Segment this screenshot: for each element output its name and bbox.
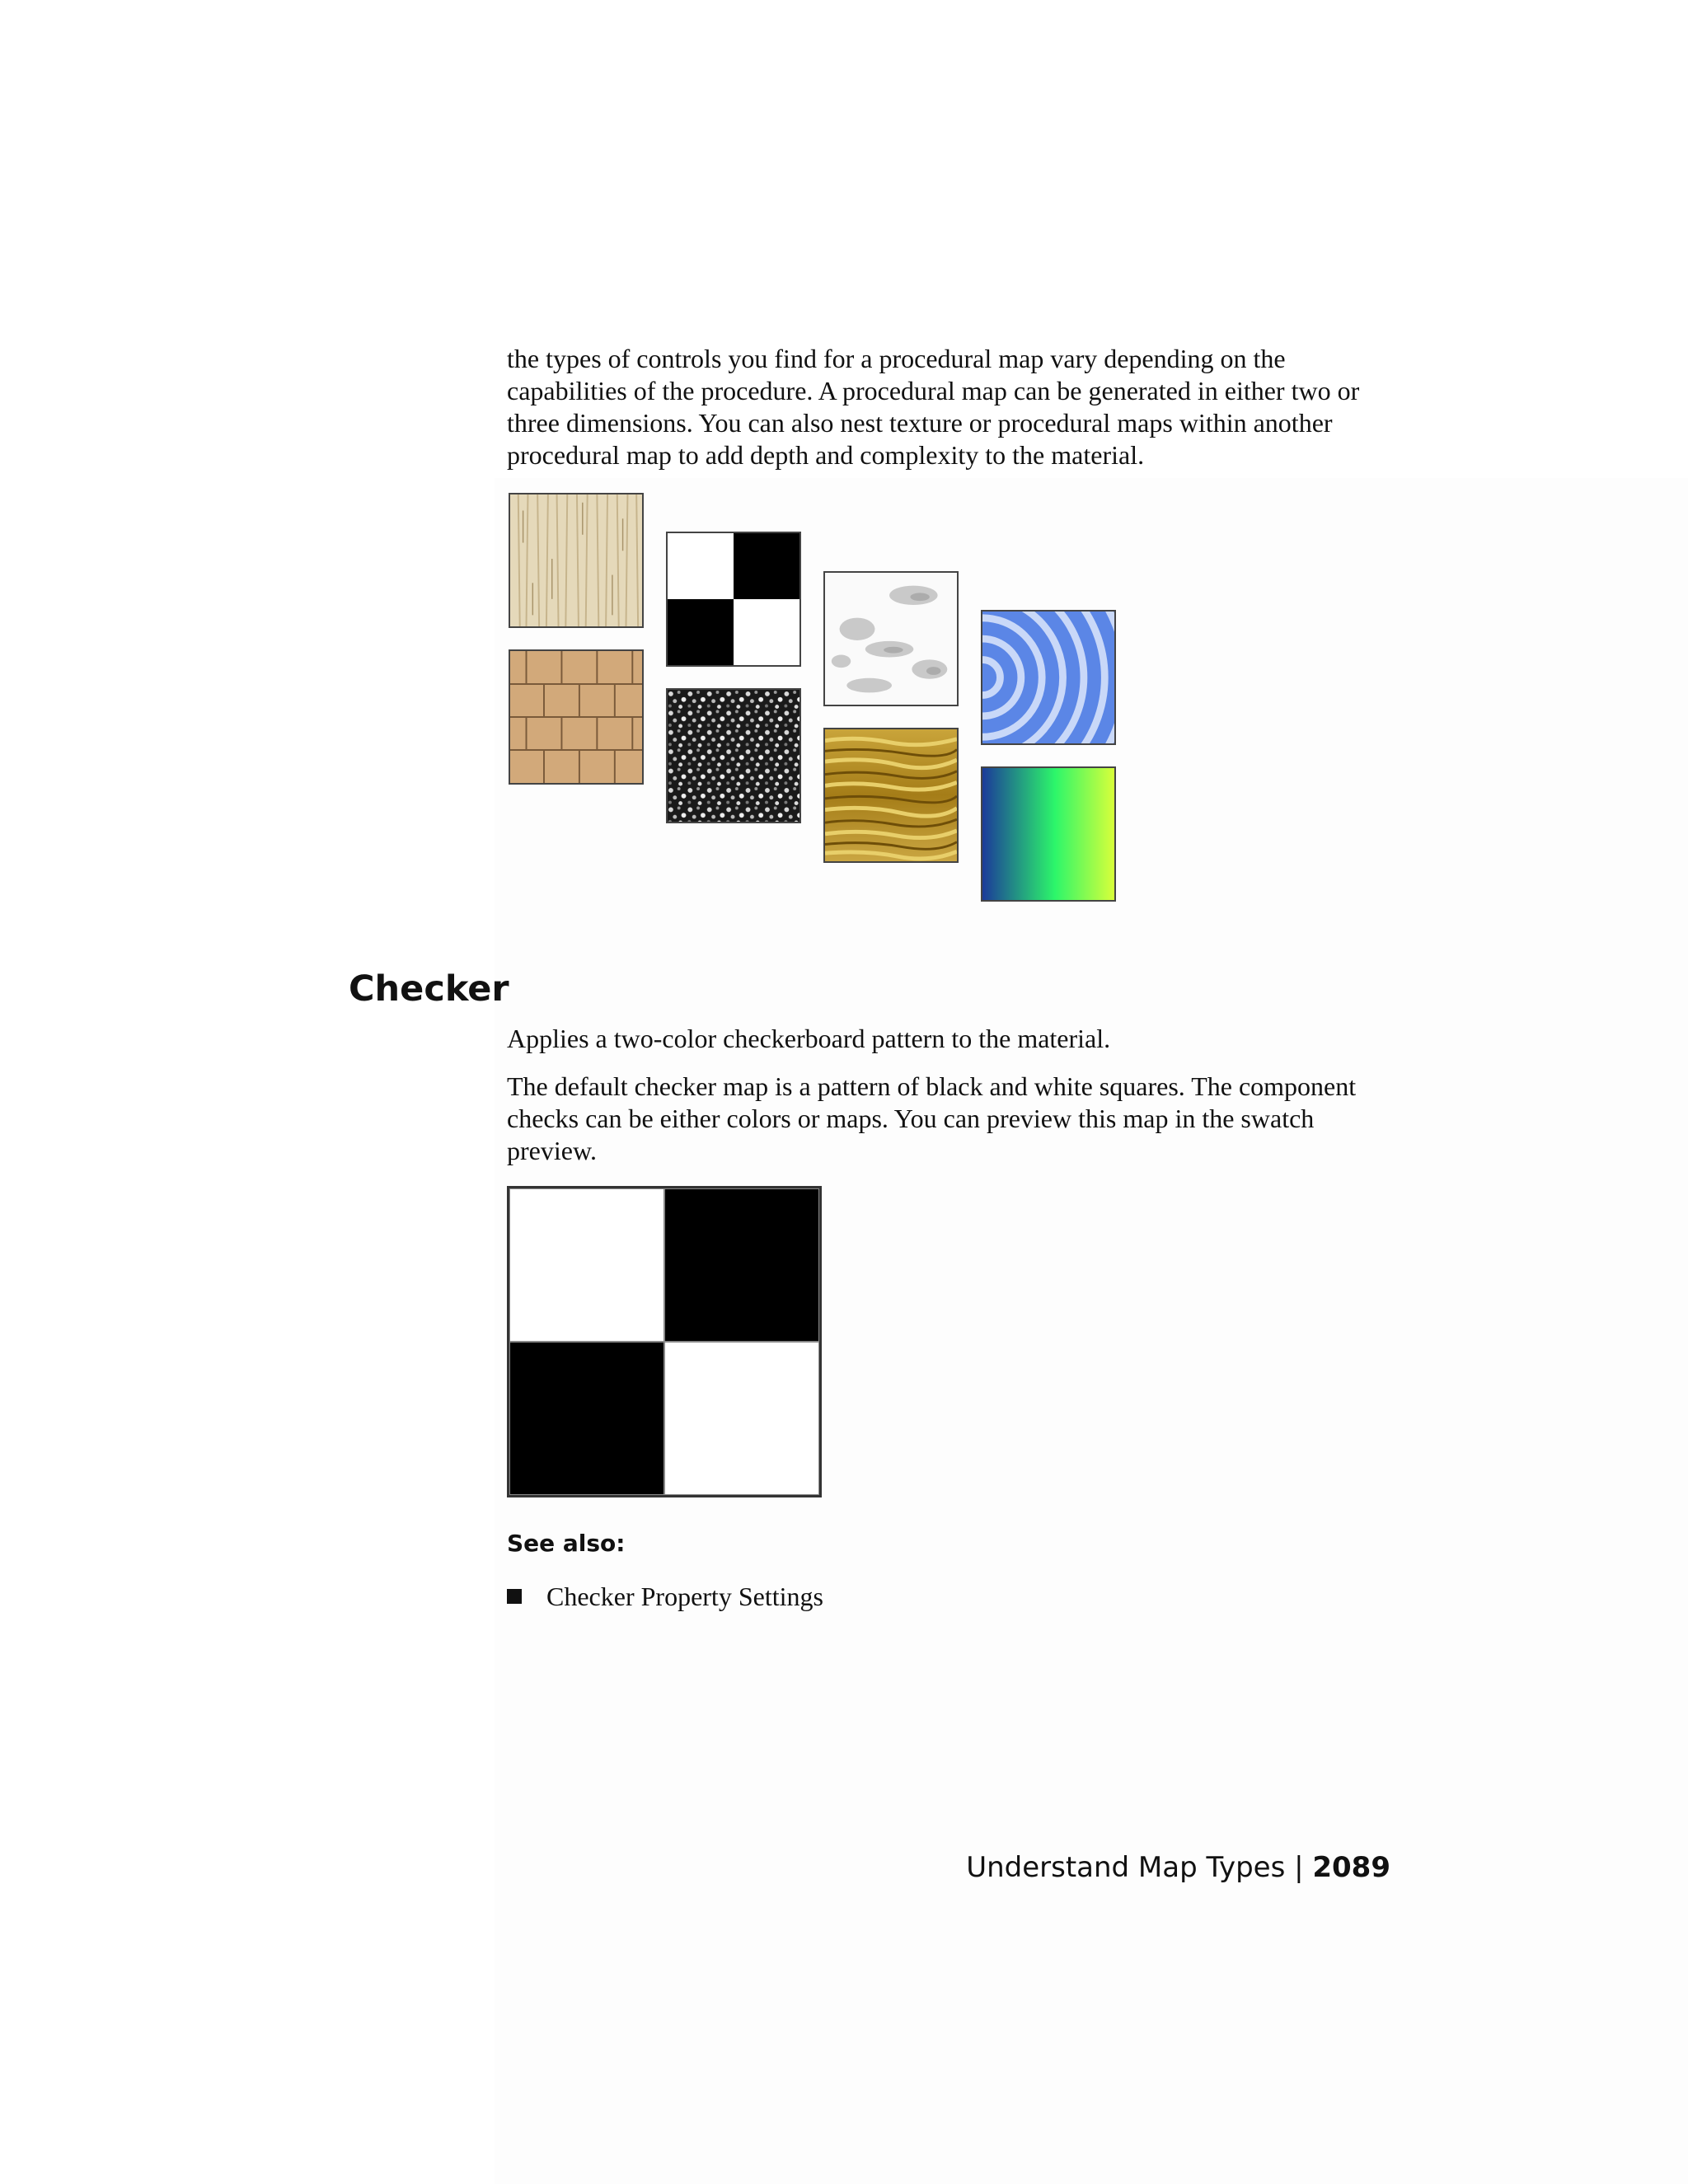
section-summary: Applies a two-color checkerboard pattern to the material. (507, 1024, 1111, 1053)
marble-map-thumbnail (823, 728, 959, 863)
checker-cell-black (664, 1188, 819, 1342)
checker-property-settings-link[interactable]: Checker Property Settings (546, 1582, 823, 1611)
page-footer (966, 1849, 1390, 1886)
checker-cell-white (509, 1188, 664, 1342)
see-also-label: See also: (507, 1530, 626, 1557)
waves-map-thumbnail (981, 610, 1116, 745)
checker-swatch-preview (507, 1186, 822, 1497)
intro-paragraph: the types of controls you find for a procedural map vary depending on the capabilities of the procedure. A procedural map can be generated in either two or three dimensions. You can also nest texture or procedural maps within another procedural map to add depth and complexity to the material. (507, 344, 1360, 470)
bricks-map-thumbnail (509, 649, 644, 785)
checker-cell-black (509, 1342, 664, 1495)
checker-map-thumbnail (666, 532, 801, 667)
page-number: 2089 (1312, 1851, 1390, 1884)
noise-map-thumbnail (666, 688, 801, 823)
wood-map-thumbnail (509, 493, 644, 628)
gradient-map-thumbnail (981, 766, 1116, 902)
section-heading: Checker (349, 968, 509, 1010)
footer-section-title: Understand Map Types | (966, 1851, 1313, 1884)
section-description: The default checker map is a pattern of black and white squares. The component checks can be either colors or maps. You can preview this map in the swatch preview. (507, 1071, 1357, 1165)
bullet-square-icon (507, 1589, 522, 1604)
clouds-map-thumbnail (823, 571, 959, 706)
checker-cell-white (664, 1342, 819, 1495)
